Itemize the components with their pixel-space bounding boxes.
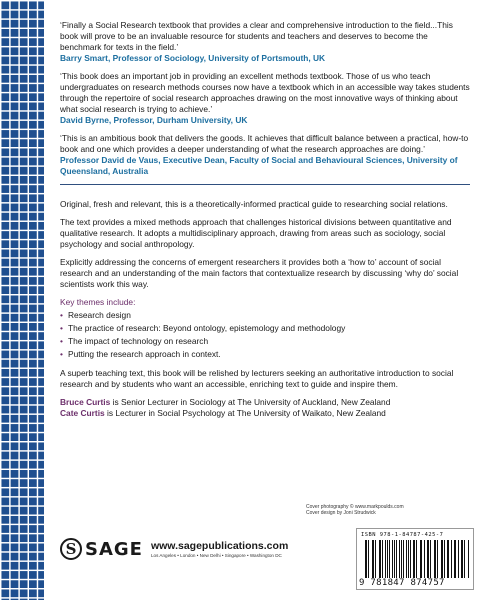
bullet-icon: •: [60, 349, 63, 359]
quote-text: ‘This is an ambitious book that delivers the goods. It achieves that difficult balance between a practical, how-to book and one which provides a deeper understanding of what the research approaches are doing.’: [60, 133, 469, 154]
theme-item: [60, 310, 470, 321]
theme-text: The impact of technology on research: [68, 336, 209, 346]
barcode-bar: [437, 540, 438, 578]
publisher-logo: [60, 538, 288, 560]
quote-attribution: Professor David de Vaus, Executive Dean, Faculty of Social and Behavioural Sciences, University of Queensland, Australia: [60, 155, 458, 176]
review-quote-1: [60, 20, 470, 64]
quote-text: ‘Finally a Social Research textbook that provides a clear and comprehensive introduction to the field...This book will prove to be an invaluable resource for students and teachers and deserves to become the benchmark for texts in the field.’: [60, 20, 453, 52]
bullet-icon: •: [60, 323, 63, 333]
theme-text: The practice of research: Beyond ontology, epistemology and methodology: [68, 323, 346, 333]
author-name: Cate Curtis: [60, 408, 105, 418]
isbn-barcode: [356, 528, 474, 590]
theme-item: [60, 349, 470, 360]
publisher-info: [151, 540, 288, 558]
review-quote-2: [60, 71, 470, 126]
bullet-icon: •: [60, 310, 63, 320]
author-bio-text: is Senior Lecturer in Sociology at The University of Auckland, New Zealand: [110, 397, 391, 407]
content-panel: [44, 0, 486, 600]
cover-text: [60, 20, 470, 419]
review-quote-3: [60, 133, 470, 177]
description-paragraph: A superb teaching text, this book will be relished by lecturers seeking an authoritative introduction to social research and by students who want an accessible, enriching text to guide and inspire them.: [60, 368, 454, 389]
barcode-bar: [455, 540, 456, 578]
key-themes-heading: Key themes include:: [60, 297, 136, 307]
barcode-bar: [421, 540, 422, 578]
publisher-name: SAGE: [85, 538, 143, 560]
description-paragraph: Original, fresh and relevant, this is a theoretically-informed practical guide to researching social relations.: [60, 199, 448, 209]
sage-logo-icon: S: [60, 538, 82, 560]
publisher-url: www.sagepublications.com: [150, 540, 289, 552]
author-name: Bruce Curtis: [60, 397, 111, 407]
ean-digits: 9 781847 874757: [359, 578, 445, 588]
author-bio-text: is Lecturer in Social Psychology at The University of Waikato, New Zealand: [104, 408, 386, 418]
cover-credits: [306, 504, 476, 516]
photo-credit: Cover photography © www.markpoulds.com: [306, 504, 404, 510]
bullet-icon: •: [60, 336, 63, 346]
theme-text: Research design: [68, 310, 131, 320]
barcode-bar: [375, 540, 376, 578]
quote-attribution: Barry Smart, Professor of Sociology, University of Portsmouth, UK: [60, 53, 326, 63]
isbn-number: ISBN 978-1-84787-425-7: [361, 532, 444, 538]
barcode-icon: [365, 540, 469, 578]
author-bio: [60, 408, 470, 419]
publisher-cities: Los Angeles • London • New Delhi • Singapore • Washington DC: [150, 553, 282, 558]
author-bio: [60, 397, 470, 408]
theme-text: Putting the research approach in context.: [68, 349, 221, 359]
theme-item: [60, 336, 470, 347]
divider: [60, 184, 470, 185]
description-paragraph: Explicitly addressing the concerns of emergent researchers it provides both a ‘how to’ account of social research and an understanding of the main factors that contextualize research by discussing ‘why do’ social scientists work this way.: [60, 257, 459, 289]
quote-text: ‘This book does an important job in providing an excellent methods textbook. Those of us who teach undergraduates on research methods courses now have a textbook which in an accessible way takes students through the repertoire of social research approaches drawing on the most innovative ways of thinking about what social research is trying to achieve.’: [60, 71, 470, 114]
design-credit: Cover design by Joni Strudwick: [306, 510, 376, 516]
theme-item: [60, 323, 470, 334]
key-themes-list: [60, 310, 470, 360]
barcode-bar: [403, 540, 404, 578]
barcode-bar: [387, 540, 388, 578]
quote-attribution: David Byrne, Professor, Durham University, UK: [60, 115, 248, 125]
description-paragraph: The text provides a mixed methods approach that challenges historical divisions between quantitative and qualitative research. It adopts a multidisciplinary approach, drawing from areas such as sociology, social psychology and social anthropology.: [60, 217, 452, 249]
